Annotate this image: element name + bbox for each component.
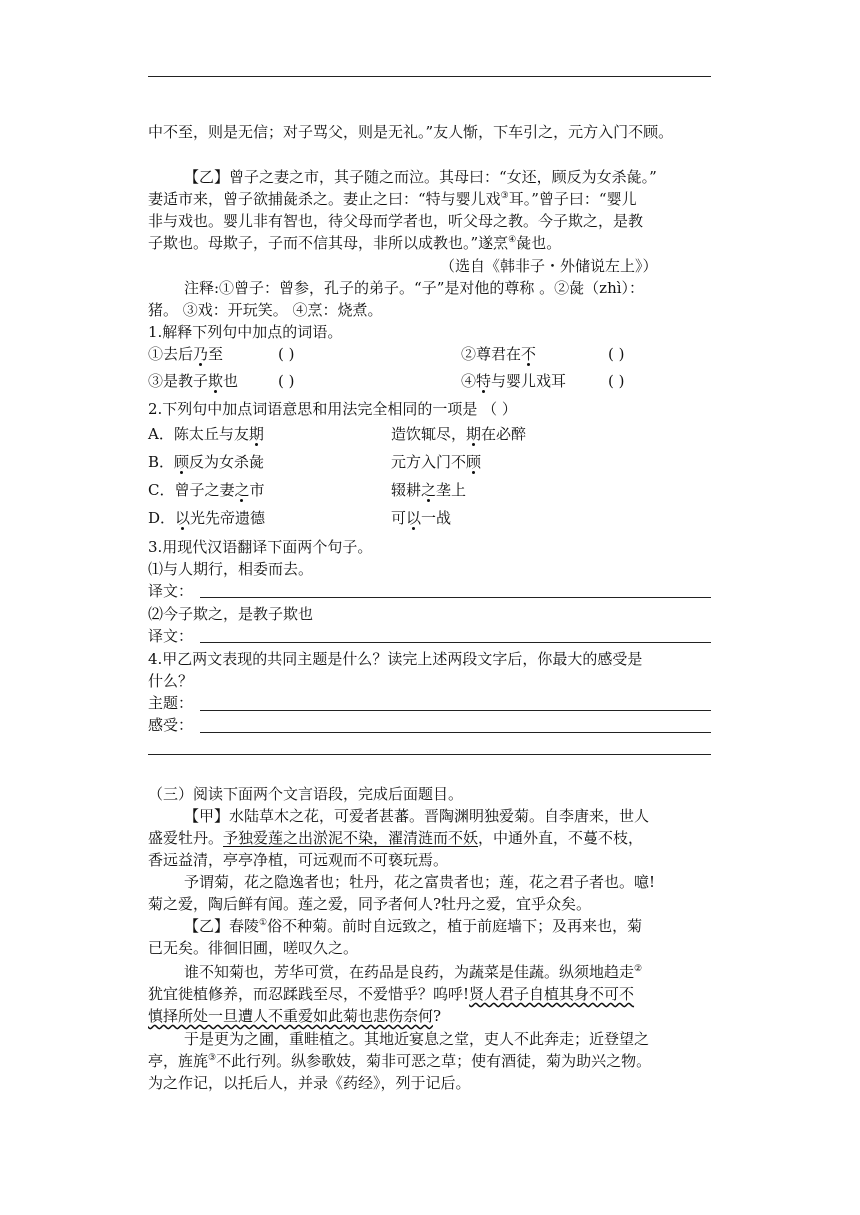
yi-line-3 — [148, 210, 643, 232]
q3-sentence-2: ⑵今子欺之，是教子欺也 — [148, 605, 314, 623]
header-rule — [148, 76, 711, 77]
p3-jia-line-3: 香远益清，亭亭净植，可远观而不可亵玩焉。 — [148, 851, 449, 869]
notes-line-2: 猪。 ③戏：开玩笑。 ④烹：烧煮。 — [148, 301, 383, 319]
p3-yi-p2-line-1 — [148, 961, 642, 983]
q4-feeling-answer-line-2[interactable] — [148, 754, 711, 755]
q1-item-b: ②尊君在不 — [461, 345, 537, 363]
q4-ganshou-label: 感受： — [148, 716, 194, 734]
p3-yi-label: 【乙】 — [184, 917, 230, 935]
q3-yiwen-label-2: 译文： — [148, 627, 194, 645]
q3-title: 3.用现代汉语翻译下面两个句子。 — [148, 538, 373, 556]
p3-yi-wavy-sentence-2: 慎择所处一旦遭人不重爱如此菊也悲伤奈何 — [148, 1007, 434, 1025]
q3-answer-line-2[interactable] — [200, 642, 711, 643]
p3-yi-p3-line-2 — [148, 1050, 651, 1072]
p3-jia-underlined-sentence: 予独爱莲之出淤泥不染，濯清涟而不妖 — [223, 829, 479, 847]
p3-yi-line-1a: 春陵 — [229, 917, 260, 935]
q4-theme-answer-line[interactable] — [200, 710, 711, 711]
p3-yi-p2-line-3 — [148, 1005, 441, 1027]
p3-jia-line-1 — [148, 805, 649, 827]
part3-title: （三）阅读下面两个文言语段，完成后面题目。 — [148, 785, 464, 803]
q2-option-b-left: B．顾反为女杀彘 — [148, 453, 265, 471]
p3-yi-p3-line-3: 为之作记，以托后人，并录《药经》，列于记后。 — [148, 1074, 471, 1092]
jia-text-tail — [148, 121, 711, 143]
p3-yi-p2-line-2 — [148, 983, 634, 1005]
p3-yi-wavy-sentence-1: 贤人君子自植其身不可不 — [469, 985, 635, 1003]
p3-yi-p2-line-3b: ? — [433, 1007, 442, 1025]
q1-answer-b[interactable]: ( ) — [608, 345, 625, 363]
q2-title: 2.下列句中加点词语意思和用法完全相同的一项是 （ ） — [148, 400, 517, 418]
p3-yi-line-2: 已无矣。徘徊旧圃，嗟叹久之。 — [148, 939, 359, 957]
q4-title-line-2: 什么？ — [148, 672, 194, 690]
p3-yi-p2-line-2a: 犹宜徙植修养，而忍蹂践至尽，不爱惜乎？呜呼! — [148, 985, 470, 1003]
q2-option-c-left: C．曾子之妻之市 — [148, 481, 265, 499]
note-mark-4: ④ — [508, 235, 517, 245]
p3-yi-p3-line-1: 于是更为之圃，重畦植之。其地近宴息之堂，吏人不此奔走；近登望之 — [184, 1030, 650, 1048]
p3-jia-line-2 — [148, 827, 643, 849]
q4-zhuti-label: 主题： — [148, 694, 194, 712]
q3-sentence-1: ⑴与人期行，相委而去。 — [148, 560, 314, 578]
p3-jia-p2-line-2: 菊之爱，陶后鲜有闻。莲之爱，同予者何人?牡丹之爱，宜乎众矣。 — [148, 895, 592, 913]
p3-yi-line-1b: 俗不种菊。前时自远致之，植于前庭墙下；及再来也，菊 — [267, 917, 643, 935]
q2-option-c-right: 辍耕之垄上 — [391, 481, 467, 499]
yi-line-2a: 妻适市来，曾子欲捕彘杀之。妻止之曰：“特与婴儿戏 — [148, 190, 501, 208]
p3-jia-line-1-text: 水陆草木之花，可爱者甚蕃。晋陶渊明独爱菊。自李唐来，世人 — [229, 807, 650, 825]
q2-option-d-right: 可以一战 — [391, 509, 452, 527]
p3-yi-line-1 — [148, 915, 642, 937]
q1-answer-a[interactable]: ( ) — [278, 345, 295, 363]
p3-jia-line-2b: ，中通外直，不蔓不枝， — [478, 829, 644, 847]
q2-option-d-left: D．以光先帝遗德 — [148, 509, 266, 527]
yi-line-2b: 耳。”曾子曰：“婴儿 — [508, 190, 637, 208]
yi-line-1: 曾子之妻之市，其子随之而泣。其母曰：“女还，顾反为女杀彘。” — [229, 168, 657, 186]
q4-feeling-answer-line-1[interactable] — [200, 732, 711, 733]
p3-yi-p2-line-1a: 谁不知菊也，芳华可赏，在药品是良药，为蔬菜是佳蔬。纵须地趋走 — [184, 963, 635, 981]
note-mark-3: ③ — [500, 191, 509, 201]
q2-option-a-right: 造饮辄尽，期在必醉 — [391, 425, 527, 443]
jia-tail-text: 中不至，则是无信；对子骂父，则是无礼。”友人惭，下车引之，元方入门不顾。 — [148, 123, 674, 141]
q1-item-a: ①去后乃至 — [148, 345, 224, 363]
yi-line-2 — [148, 188, 637, 210]
p3-note-mark-3: ③ — [208, 1053, 217, 1063]
q1-item-d: ④特与婴儿戏耳 — [461, 372, 567, 390]
source-citation: （选自《韩非子・外储说左上》） — [440, 257, 658, 275]
p3-jia-p2-line-1: 予谓菊，花之隐逸者也；牡丹，花之富贵者也；莲，花之君子者也。噫! — [184, 873, 656, 891]
q3-yiwen-label-1: 译文： — [148, 582, 194, 600]
yi-line-3-text: 非与戏也。婴儿非有智也，待父母而学者也，听父母之教。今子欺之，是教 — [148, 212, 644, 230]
q1-item-c: ③是教子欺也 — [148, 372, 239, 390]
q2-option-a-left: A．陈太丘与友期 — [148, 425, 264, 443]
yi-passage — [148, 166, 711, 188]
q1-answer-c[interactable]: ( ) — [278, 372, 295, 390]
q4-title-line-1: 4.甲乙两文表现的共同主题是什么？读完上述两段文字后，你最大的感受是 — [148, 650, 643, 668]
p3-yi-p3-line-2a: 亭，旌旄 — [148, 1052, 209, 1070]
q1-title: 1.解释下列句中加点的词语。 — [148, 323, 343, 341]
yi-label: 【乙】 — [184, 168, 230, 186]
p3-yi-p3-line-2b: 不此行列。纵参歌妓，菊非可恶之草；使有酒徒，菊为助兴之物。 — [216, 1052, 652, 1070]
yi-line-4b: 彘也。 — [516, 234, 562, 252]
q1-answer-d[interactable]: ( ) — [608, 372, 625, 390]
p3-note-mark-1: ① — [259, 918, 268, 928]
p3-jia-label: 【甲】 — [184, 807, 230, 825]
q2-option-b-right: 元方入门不顾 — [391, 453, 482, 471]
notes-line-1: 注释:①曾子：曾参，孔子的弟子。“子”是对他的尊称 。②彘（zhì）： — [184, 279, 645, 297]
yi-line-4a: 子欺也。母欺子，子而不信其母，非所以成教也。”遂烹 — [148, 234, 509, 252]
yi-line-4 — [148, 232, 561, 254]
p3-jia-line-2a: 盛爱牡丹。 — [148, 829, 224, 847]
q3-answer-line-1[interactable] — [200, 597, 711, 598]
p3-note-mark-2: ② — [634, 964, 643, 974]
